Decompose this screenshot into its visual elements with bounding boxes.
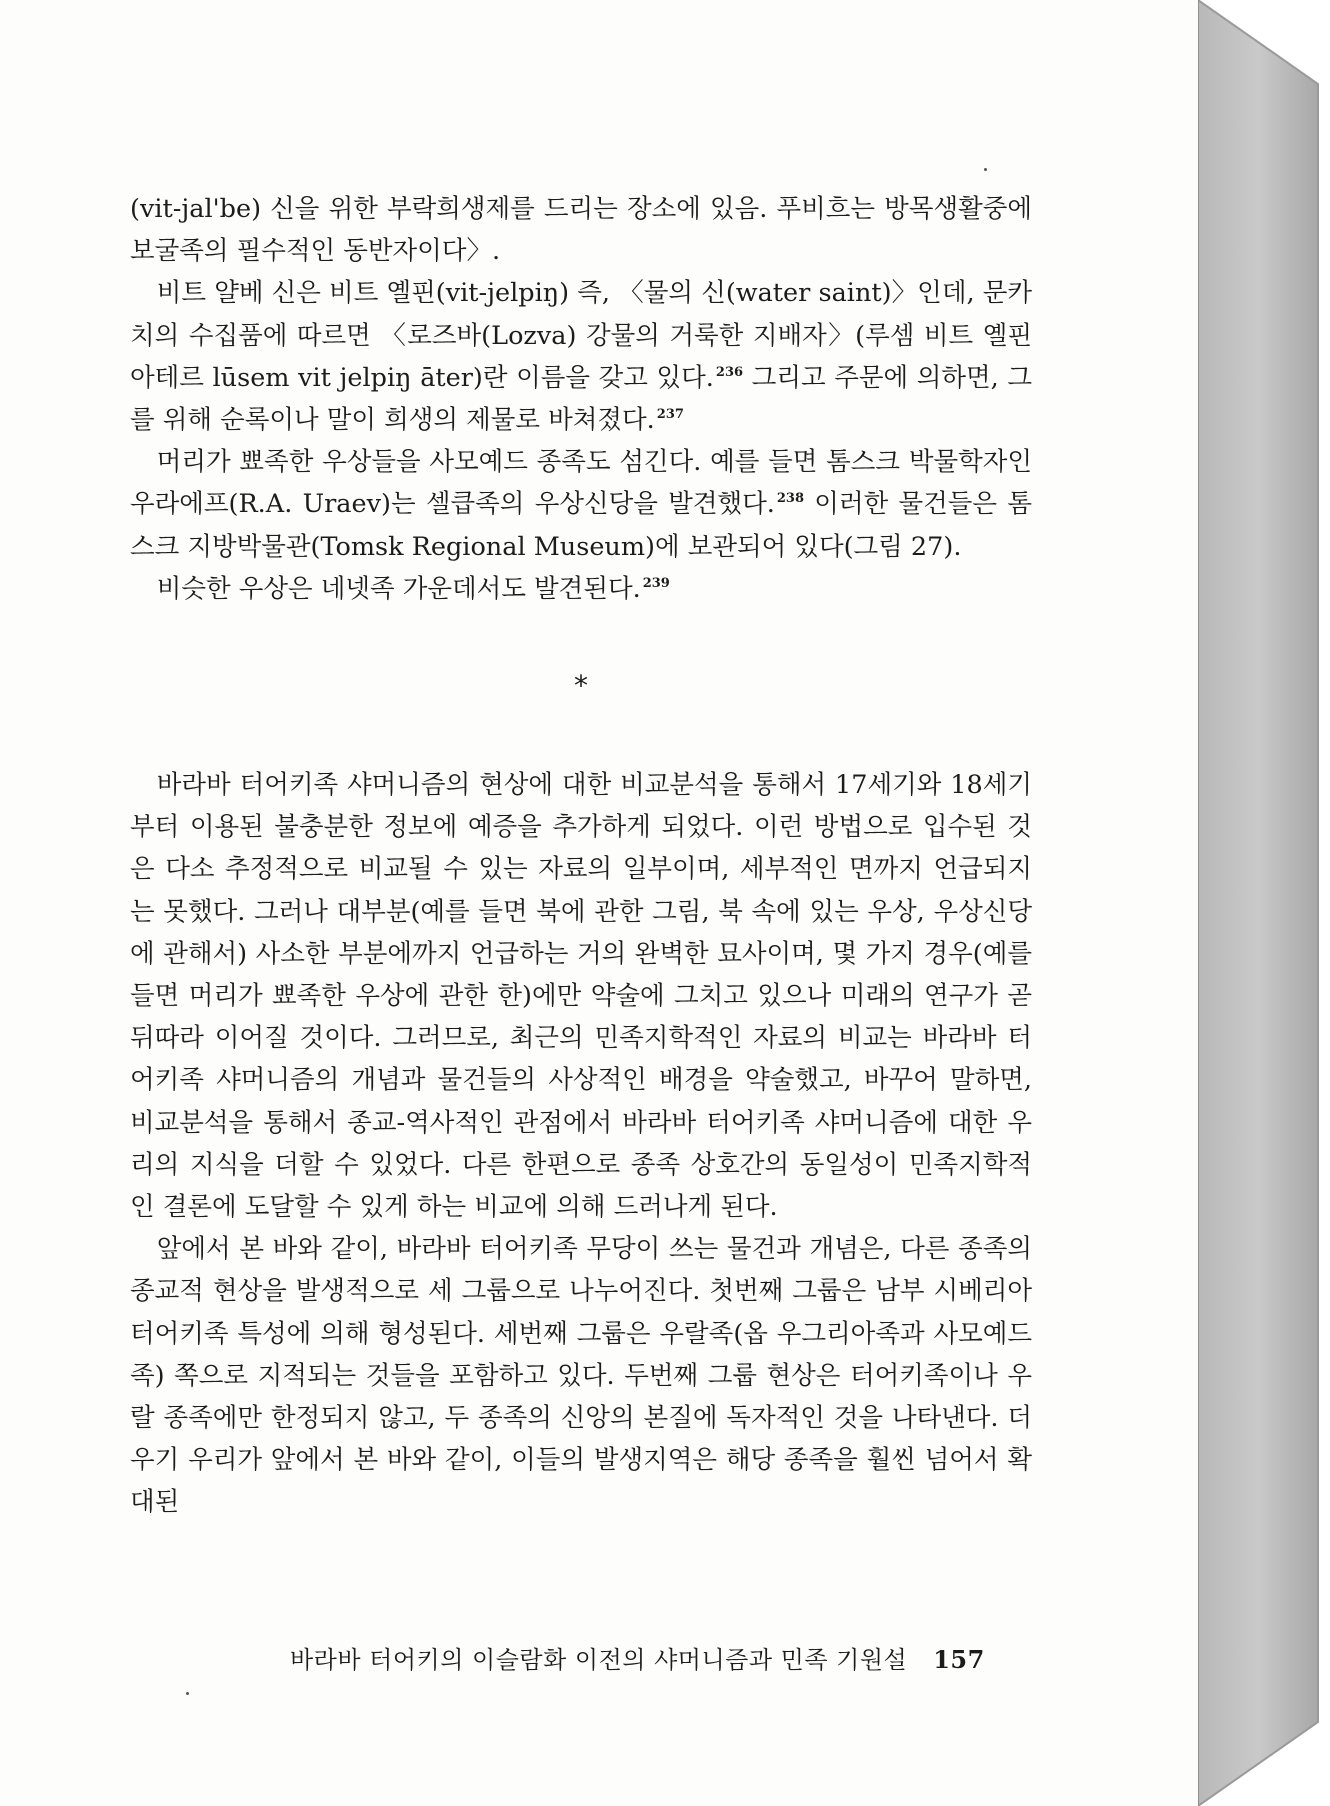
book-page-edges <box>1198 0 1330 1806</box>
running-title: 바라바 터어키의 이슬람화 이전의 샤머니즘과 민족 기원설 <box>290 1646 908 1674</box>
paragraph-3-text: 머리가 뾰족한 우상들을 사모예드 종족도 섬긴다. 예를 들면 톰스크 박물학자인 우라에프(R.A. Uraev)는 셀큽족의 우상신당을 발견했다. <box>130 447 1032 520</box>
footnote-ref-236[interactable]: 236 <box>715 364 744 380</box>
page-number: 157 <box>933 1645 985 1674</box>
paragraph-2 <box>130 272 1032 441</box>
footnote-ref-238[interactable]: 238 <box>776 491 804 507</box>
scan-speck <box>186 1692 189 1695</box>
paragraph-4-text: 비슷한 우상은 네넷족 가운데서도 발견된다. <box>156 573 641 604</box>
scan-speck <box>984 168 987 171</box>
paragraph-2-text: 비트 얄베 신은 비트 옐핀(vit-jelpiŋ) 즉, 〈물의 신(water saint)〉인데, 문카치의 수집품에 따르면 〈로즈바(Lozva) 강물의 거룩한 지배자〉(루셈 비트 옐핀 아테르 lūsem vit jelpiŋ āter)란 이름을 갖고 있다. <box>130 278 1032 393</box>
paragraph-1 <box>130 188 1032 272</box>
footnote-ref-239[interactable]: 239 <box>642 575 670 591</box>
paragraph-4 <box>130 568 1032 610</box>
paragraph-2-tail: 그리고 주문에 의하면, 그를 위해 순록이나 말이 희생의 제물로 바쳐졌다. <box>130 362 1032 436</box>
paragraph-6: 앞에서 본 바와 같이, 바라바 터어키족 무당이 쓰는 물건과 개념은, 다른 종족의 종교적 현상을 발생적으로 세 그룹으로 나누어진다. 첫번째 그룹은 남부 시베리아 터어키족 특성에 의해 형성된다. 세번째 그룹은 우랄족(옵 우그리아족과 사모예드족) 쪽으로 지적되는 것들을 포함하고 있다. 두번째 그룹 현상은 터어키족이나 우랄 종족에만 한정되지 않고, 두 종족의 신앙의 본질에 독자적인 것을 나타낸다. 더우기 우리가 앞에서 본 바와 같이, 이들의 발생지역은 해당 종족을 훨씬 넘어서 확대된 <box>130 1234 1032 1518</box>
page-footer <box>290 1640 1010 1675</box>
footnote-ref-237[interactable]: 237 <box>656 407 684 423</box>
section-break-asterisk: * <box>574 669 588 703</box>
paragraph-5: 바라바 터어키족 샤머니즘의 현상에 대한 비교분석을 통해서 17세기와 18세기부터 이용된 불충분한 정보에 예증을 추가하게 되었다. 이런 방법으로 입수된 것은 다소 추정적으로 비교될 수 있는 자료의 일부이며, 세부적인 면까지 언급되지는 못했다. 그러나 대부분(예를 들면 북에 관한 그림, 북 속에 있는 우상, 우상신당에 관해서) 사소한 부분에까지 언급하는 거의 완벽한 묘사이며, 몇 가지 경우(예를 들면 머리가 뾰족한 우상에 관한 한)에만 약술에 그치고 있으나 미래의 연구가 곧 뒤따라 이어질 것이다. 그러므로, 최근의 민족지학적인 자료의 비교는 바라바 터어키족 샤머니즘의 개념과 물건들의 사상적인 배경을 약술했고, 바꾸어 말하면, 비교분석을 통해서 종교-역사적인 관점에서 바라바 터어키족 샤머니즘에 대한 우리의 지식을 더할 수 있었다. 다른 한편으로 종족 상호간의 동일성이 민족지학적인 결론에 도달할 수 있게 하는 비교에 의해 드러나게 된다. <box>130 770 1032 1223</box>
paragraph-3 <box>130 441 1032 568</box>
page-text <box>130 188 1032 1524</box>
paragraph-3-tail: 이러한 물건들은 톰스크 지방박물관(Tomsk Regional Museum)에 보관되어 있다(그림 27). <box>130 489 1032 562</box>
paragraph-1-text: (vit-jal'be) 신을 위한 부락희생제를 드리는 장소에 있음. 푸비흐는 방목생활중에 보굴족의 필수적인 동반자이다〉. <box>130 194 1032 267</box>
edge-face <box>1198 0 1318 1806</box>
